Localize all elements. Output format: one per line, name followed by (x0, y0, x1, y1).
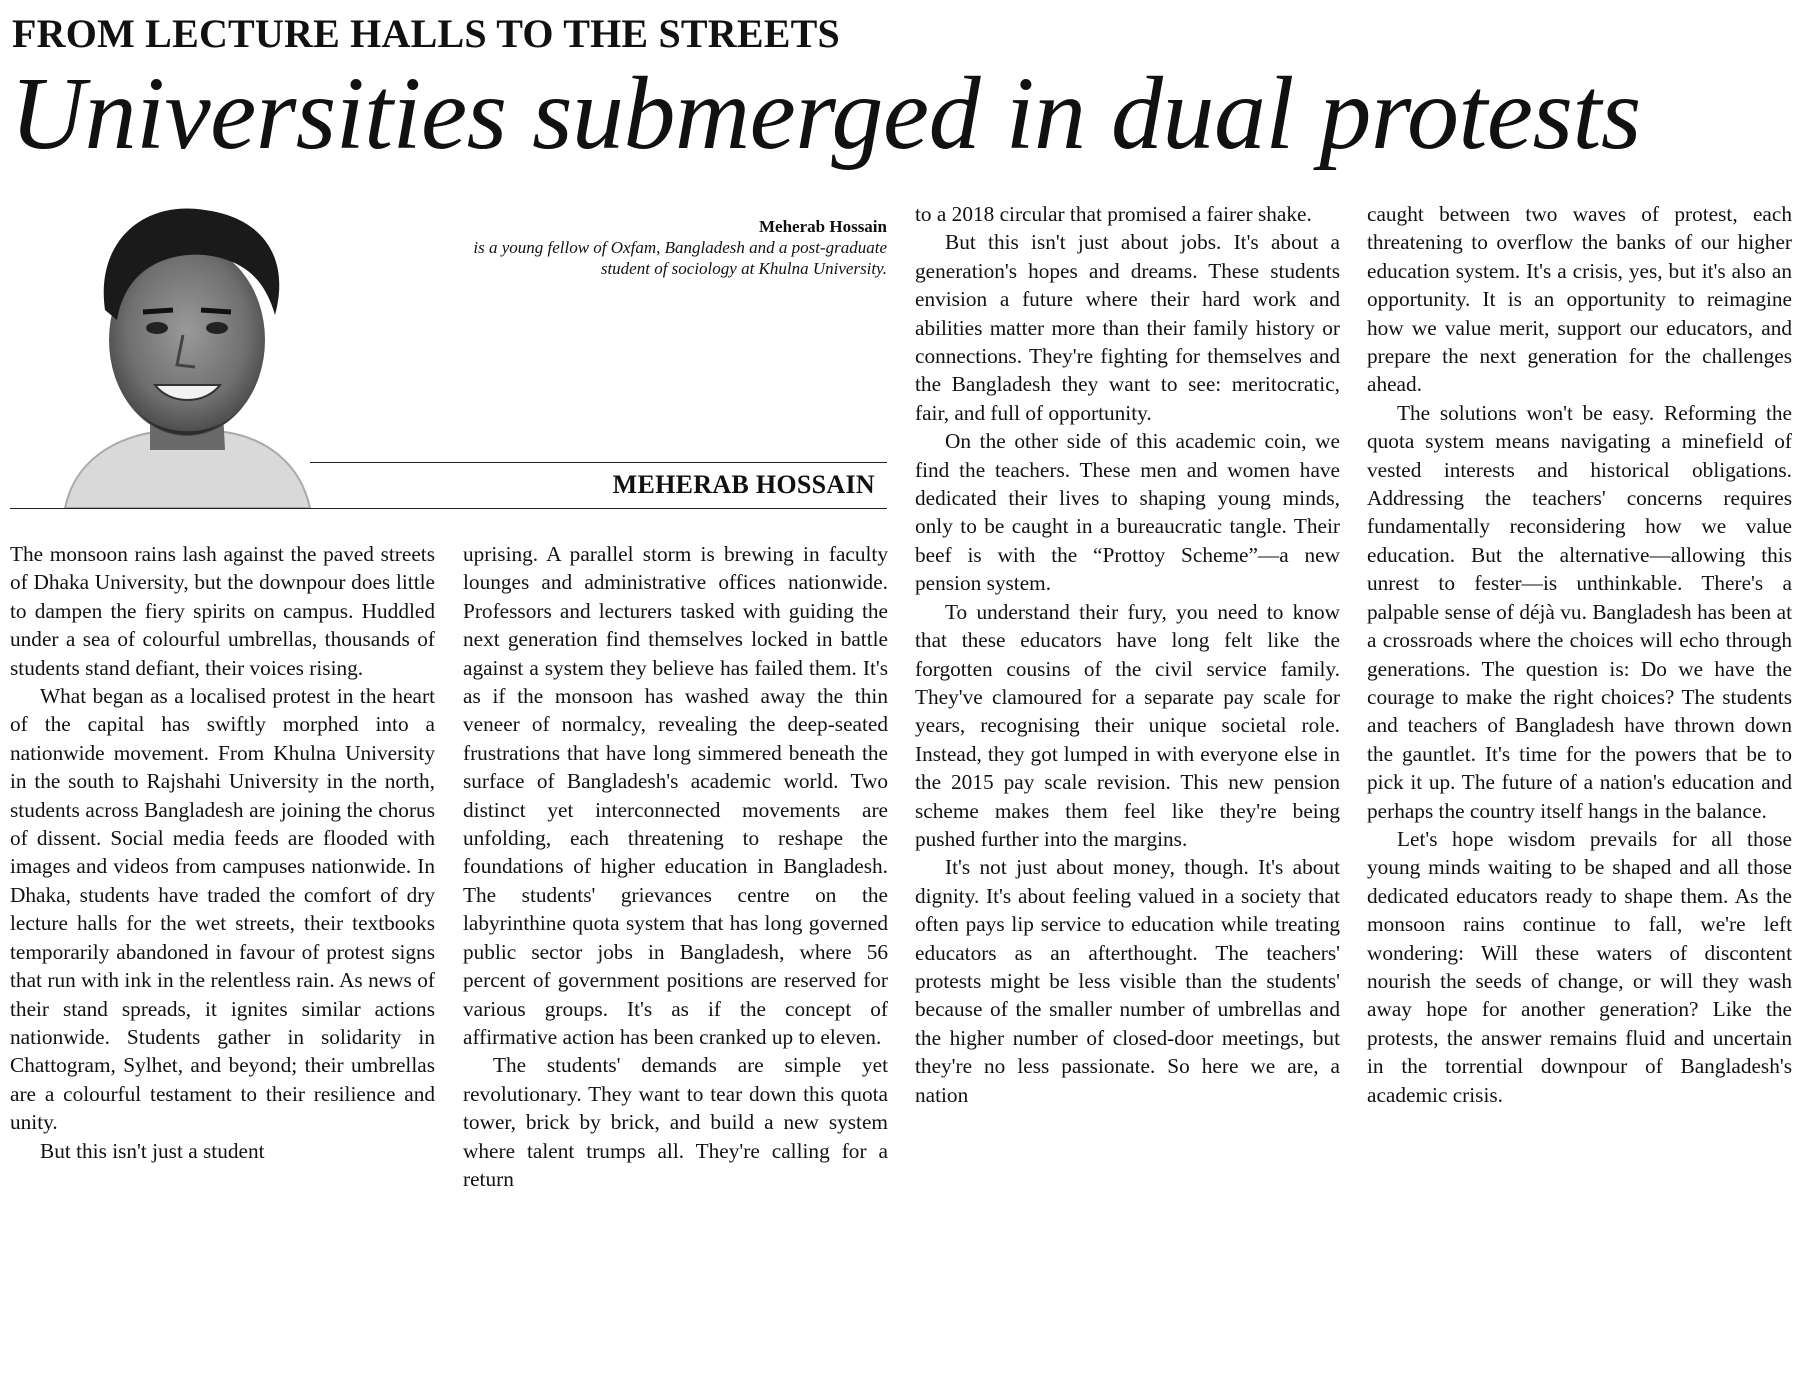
paragraph: What began as a localised protest in the heart of the capital has swiftly morphed into a nationwide movement. From Khulna University in the south to Rajshahi University in the north, students across Bangladesh are joining the chorus of dissent. Social media feeds are flooded with images and videos from campuses nationwide. In Dhaka, students have traded the comfort of dry lecture halls for the wet streets, their textbooks temporarily abandoned in favour of protest signs that run with ink in the relentless rain. As news of their stand spreads, it ignites similar actions nationwide. Students gather in solidarity in Chattogram, Sylhet, and beyond; their umbrellas are a colourful testament to their resilience and unity. (10, 684, 435, 1135)
bio-name: Meherab Hossain (759, 217, 887, 236)
paragraph: But this isn't just about jobs. It's about a generation's hopes and dreams. These students envision a future where their hard work and abilities matter more than their family history or connections. They're fighting for themselves and the Bangladesh they want to see: meritocratic, fair, and full of opportunity. (915, 230, 1340, 425)
paragraph: On the other side of this academic coin, we find the teachers. These men and women have dedicated their lives to shaping young minds, only to be caught in a bureaucratic tangle. Their beef is with the “Prottoy Scheme”—a new pension system. (915, 429, 1340, 596)
panel-bottom-rule (10, 508, 887, 509)
paragraph: It's not just about money, though. It's about dignity. It's about feeling valued in a society that often pays lip service to education while treating educators as an afterthought. The teachers' protests might be less visible than the students' because of the smaller number of umbrellas and the higher number of closed-door meetings, but they're no less passionate. So here we are, a nation (915, 855, 1340, 1107)
paragraph: But this isn't just a student (40, 1138, 265, 1163)
kicker: FROM LECTURE HALLS TO THE STREETS (12, 11, 840, 56)
article-column-3 (915, 200, 1340, 1380)
article-column-4 (1367, 200, 1792, 1380)
author-photo (55, 200, 315, 508)
article-column-1 (10, 540, 435, 1380)
paragraph: uprising. A parallel storm is brewing in faculty lounges and administrative offices nationwide. Professors and lecturers tasked with guiding the next generation find themselves locked in battle against a system they believe has failed them. It's as if the monsoon has washed away the thin veneer of normalcy, revealing the deep-seated frustrations that have long simmered beneath the surface of Bangladesh's academic world. Two distinct yet interconnected movements are unfolding, each threatening to reshape the foundations of higher education in Bangladesh. The students' grievances centre on the labyrinthine quota system that has long governed public sector jobs in Bangladesh, where 56 percent of government positions are reserved for various groups. It's as if the concept of affirmative action has been cranked up to eleven. (463, 542, 888, 1049)
article-column-2 (463, 540, 888, 1380)
byline-rule (310, 462, 887, 463)
paragraph: to a 2018 circular that promised a fairer shake. (915, 202, 1312, 226)
paragraph: caught between two waves of protest, each threatening to overflow the banks of our higher education system. It's a crisis, yes, but it's also an opportunity. It is an opportunity to reimagine how we value merit, support our educators, and prepare the next generation for the challenges ahead. (1367, 202, 1792, 397)
paragraph: The students' demands are simple yet revolutionary. They want to tear down this quota tower, brick by brick, and build a new system where talent trumps all. They're calling for a return (463, 1053, 888, 1191)
byline: MEHERAB HOSSAIN (612, 470, 875, 499)
author-bio (427, 216, 887, 279)
paragraph: Let's hope wisdom prevails for all those young minds waiting to be shaped and all those dedicated educators ready to shape them. As the monsoon rains continue to fall, we're left wondering: Will these waters of discontent nourish the seeds of change, or will they wash away hope for another generation? Like the protests, the answer remains fluid and uncertain in the torrential downpour of Bangladesh's academic crisis. (1367, 826, 1792, 1107)
author-panel (10, 200, 887, 512)
bio-text: is a young fellow of Oxfam, Bangladesh and a post-graduate student of sociology at Khulna University. (473, 238, 887, 278)
paragraph: To understand their fury, you need to know that these educators have long felt like the forgotten cousins of the civil service family. They've clamoured for a separate pay scale for years, recognising their unique societal role. Instead, they got lumped in with everyone else in the 2015 pay scale revision. This new pension scheme makes them feel like they're being pushed further into the margins. (915, 599, 1340, 851)
paragraph: The monsoon rains lash against the paved streets of Dhaka University, but the downpour does little to dampen the fiery spirits on campus. Huddled under a sea of colourful umbrellas, thousands of students stand defiant, their voices rising. (10, 542, 435, 680)
paragraph: The solutions won't be easy. Reforming the quota system means navigating a minefield of vested interests and historical obligations. Addressing the teachers' concerns requires fundamentally reconsidering how we value education. But the alternative—allowing this unrest to fester—is unthinkable. There's a palpable sense of déjà vu. Bangladesh has been at a crossroads where the choices will echo through generations. The question is: Do we have the courage to make the right choices? The students and teachers of Bangladesh have thrown down the gauntlet. It's time for the powers that be to pick it up. The future of a nation's education and perhaps the country itself hangs in the balance. (1367, 400, 1792, 823)
headline: Universities submerged in dual protests (10, 56, 1641, 171)
